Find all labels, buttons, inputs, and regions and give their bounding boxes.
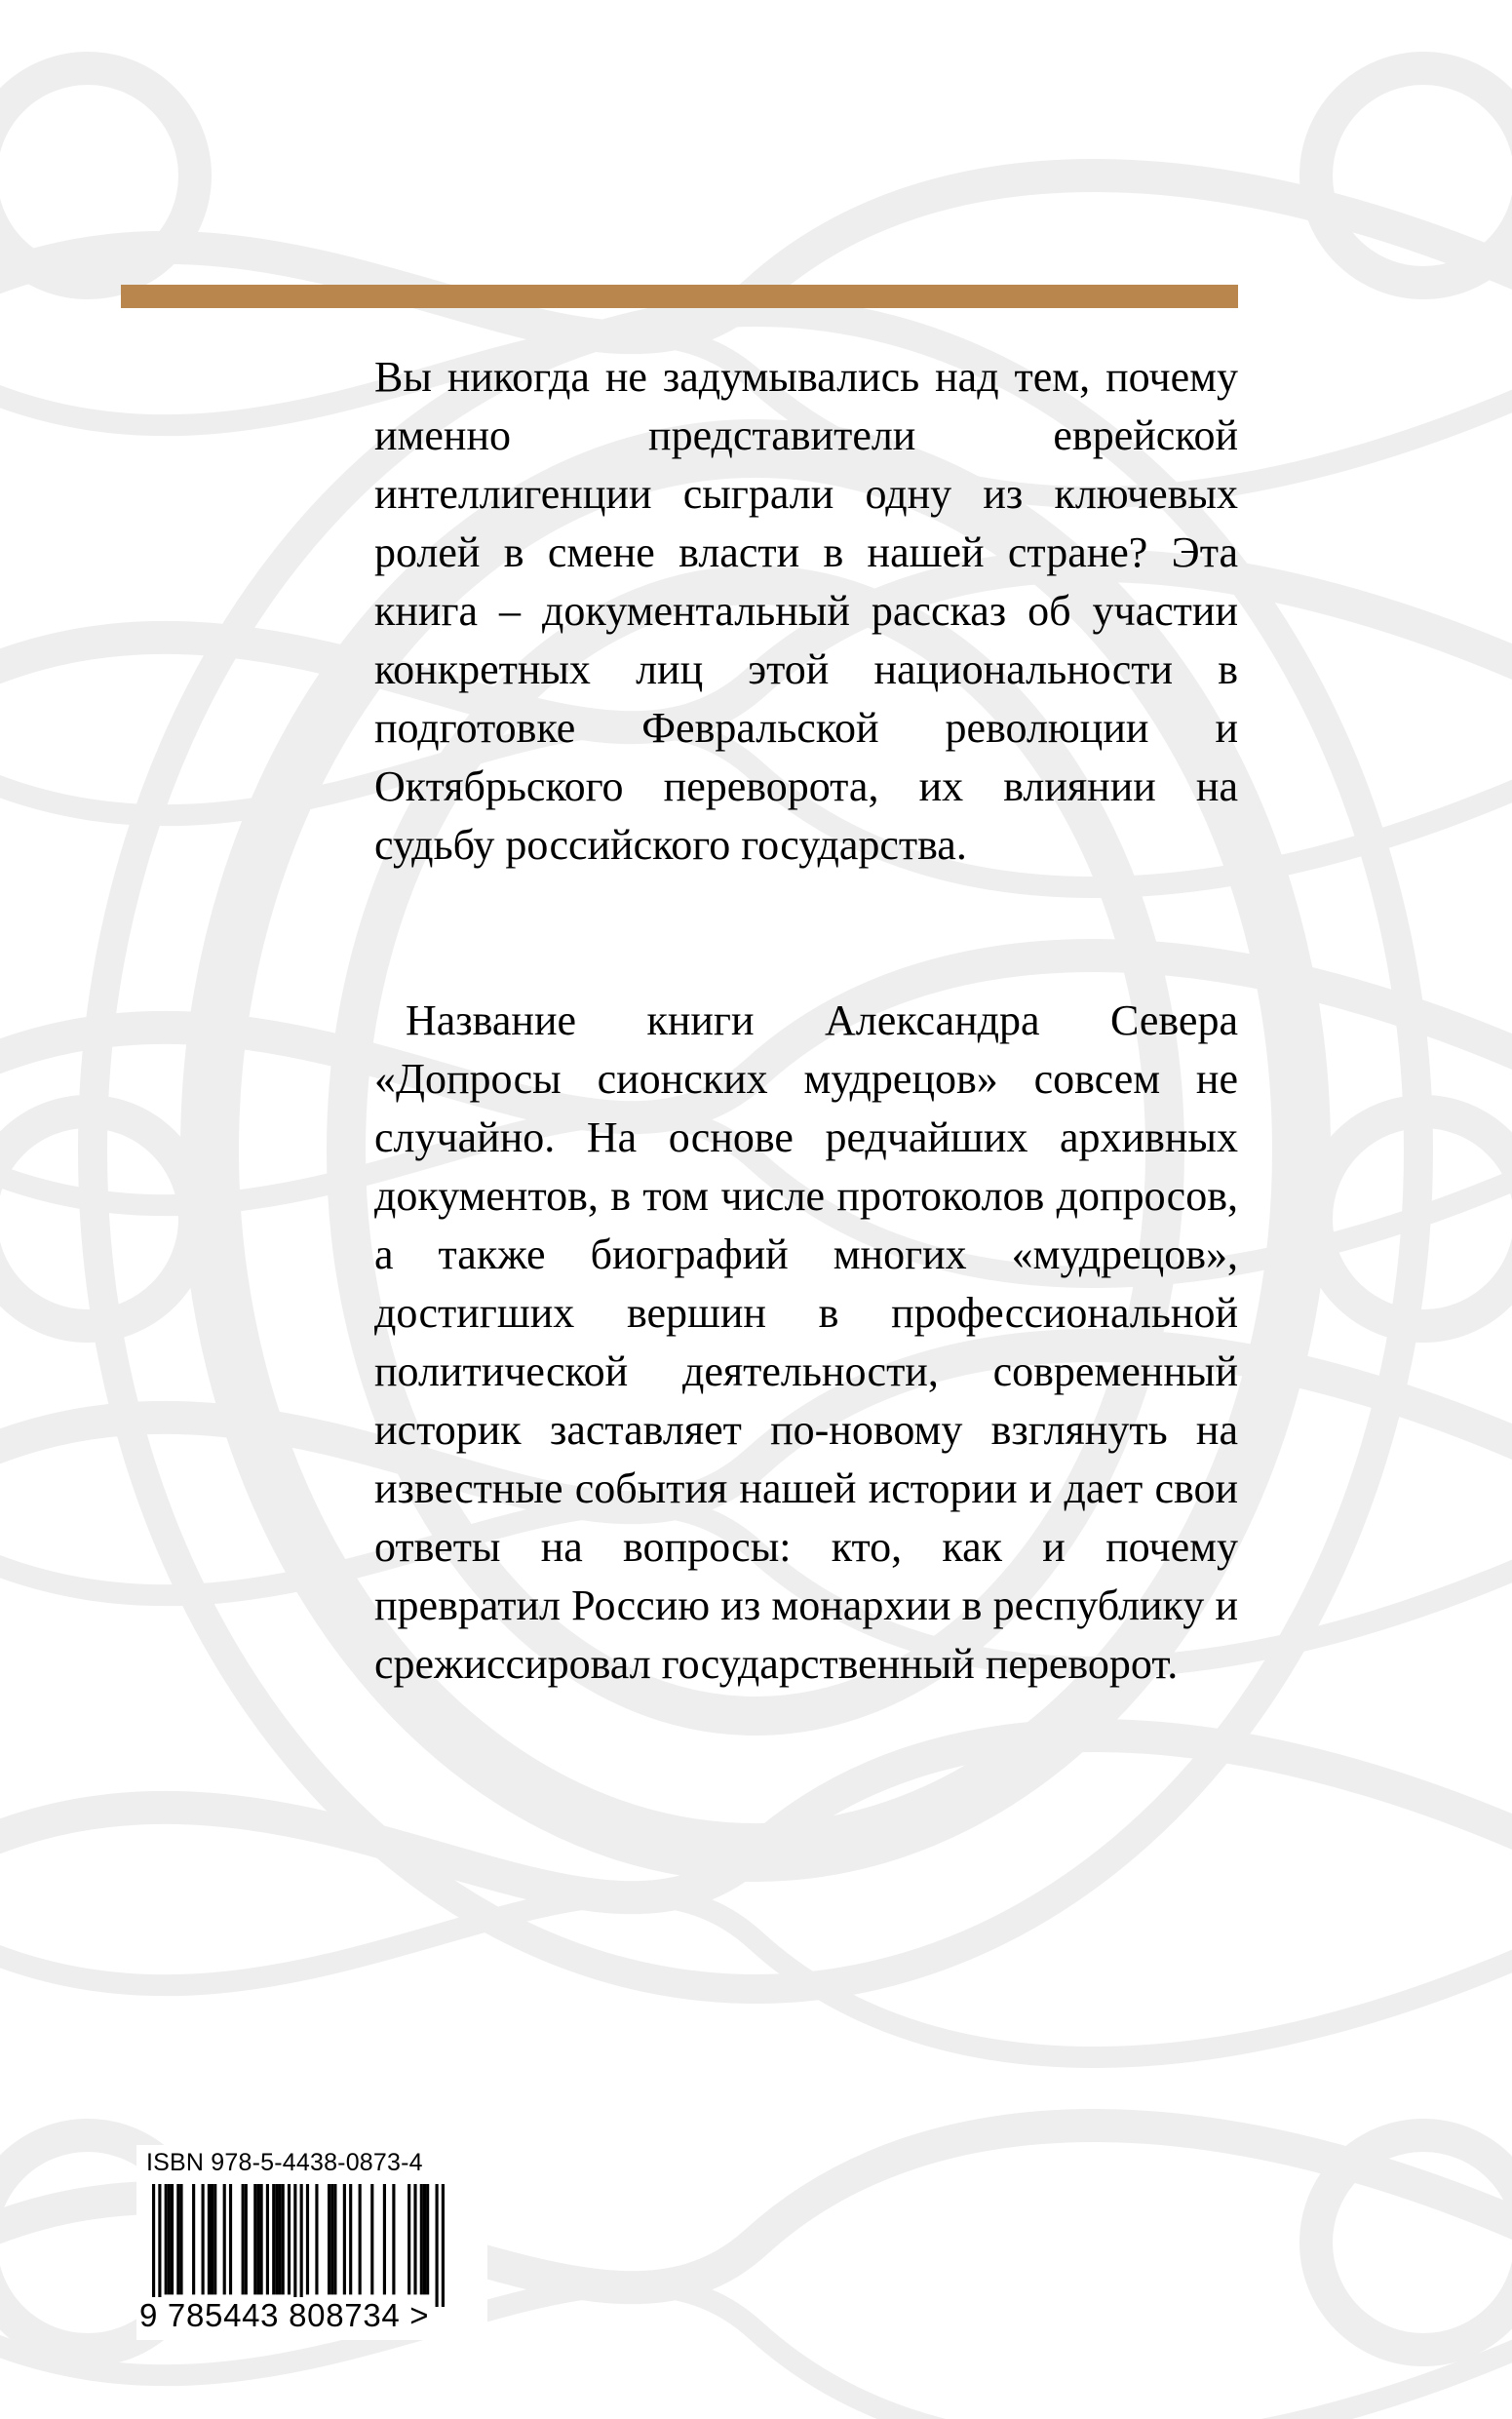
barcode-bar: [315, 2184, 318, 2294]
barcode-number: 9 785443 808734 >: [139, 2297, 430, 2333]
barcode-bar: [272, 2184, 275, 2294]
barcode-bar: [245, 2184, 248, 2294]
barcode-bar: [202, 2184, 205, 2294]
barcode-bar: [192, 2184, 195, 2294]
barcode-bar: [152, 2184, 155, 2307]
barcode-bar: [370, 2184, 373, 2294]
barcode-bar: [260, 2184, 263, 2294]
barcode-bar: [275, 2184, 278, 2294]
accent-divider-bar: [121, 285, 1238, 308]
barcode-bar: [330, 2184, 333, 2294]
barcode-bar: [208, 2184, 211, 2294]
barcode-bar: [213, 2184, 216, 2294]
barcode-bar: [426, 2184, 429, 2294]
barcode-bar: [171, 2184, 174, 2294]
barcode-bar: [333, 2184, 336, 2294]
barcode-bar: [383, 2184, 386, 2294]
barcode-bar: [359, 2184, 362, 2294]
barcode-bar: [293, 2184, 296, 2307]
barcode-bar: [176, 2184, 179, 2294]
barcode-bar: [282, 2184, 285, 2294]
barcode-bar: [242, 2184, 245, 2294]
barcode-bar: [413, 2184, 416, 2294]
barcode-bar: [328, 2184, 330, 2294]
barcode-bar: [165, 2184, 168, 2294]
barcode-bar: [168, 2184, 171, 2294]
barcode-bar: [278, 2184, 281, 2294]
barcode-bar: [407, 2184, 410, 2294]
isbn-label: ISBN 978-5-4438-0873-4: [146, 2149, 423, 2176]
barcode-bar: [436, 2184, 439, 2307]
barcode-bar: [349, 2184, 352, 2294]
barcode-bar: [211, 2184, 213, 2294]
barcode-icon: [152, 2184, 445, 2307]
description-paragraph-1: Вы никогда не задумывались над тем, почему именно представители еврейской интеллигенции сыграли одну из ключевых ролей в смене власти в нашей стране? Эта книга – документальный рассказ об участии конкретных лиц этой национальности в подготовке Февральской революции и Октябрьского переворота, их влиянии на судьбу российского государства.: [374, 353, 1238, 869]
barcode-bar: [306, 2184, 309, 2294]
barcode-bar: [256, 2184, 259, 2294]
barcode-bar: [223, 2184, 226, 2294]
barcode-bar: [392, 2184, 395, 2294]
barcode-bar: [266, 2184, 269, 2294]
barcode-bar: [343, 2184, 346, 2294]
barcode-bar: [179, 2184, 182, 2294]
barcode-bar: [288, 2184, 291, 2294]
barcode-bar: [158, 2184, 161, 2307]
barcode-block: [136, 2145, 487, 2340]
description-paragraph-2: Название книги Александра Севера «Допросы сионских мудрецов» совсем не случайно. На основе редчайших архивных документов, в том числе протоколов допросов, а также биографий многих «мудрецов», достигших вершин в профессиональной политической деятельности, современный историк заставляет по-новому взглянуть на известные события нашей истории и дает свои ответы на вопросы: кто, как и почему превратил Россию из монархии в республику и срежиссировал государственный переворот.: [374, 996, 1238, 1688]
barcode-bar: [300, 2184, 303, 2307]
barcode-bar: [229, 2184, 232, 2294]
barcode-bar: [423, 2184, 426, 2294]
barcode-bar: [253, 2184, 256, 2294]
barcode-bar: [442, 2184, 445, 2307]
barcode-bar: [420, 2184, 423, 2294]
